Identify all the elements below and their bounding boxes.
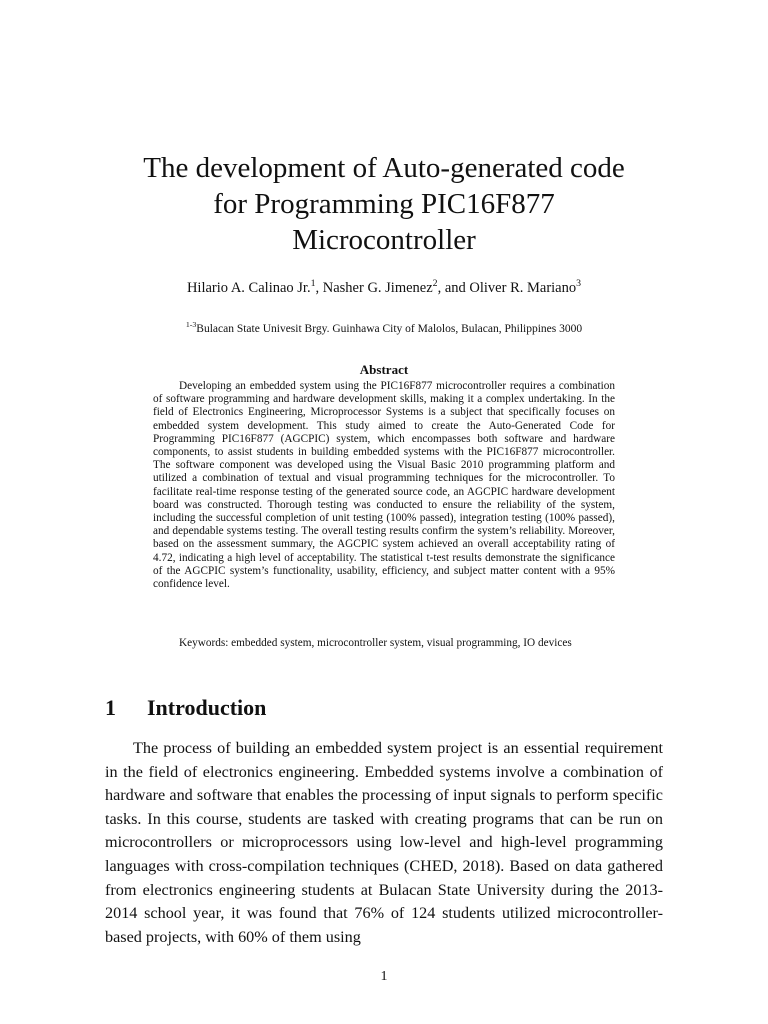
affiliation-mark: 1-3 xyxy=(185,320,197,330)
author-separator: , and xyxy=(437,280,470,296)
paper-title xyxy=(80,150,688,258)
author-separator: , xyxy=(315,280,323,296)
author-name: Oliver R. Mariano xyxy=(469,280,577,296)
author-list xyxy=(80,278,688,298)
title-line: Microcontroller xyxy=(292,224,476,256)
affiliation-text: Bulacan State Univesit Brgy. Guinhawa City of Malolos, Bulacan, Philippines 3000 xyxy=(196,323,583,335)
author-name: Nasher G. Jimenez xyxy=(322,280,433,296)
section-number: 1 xyxy=(105,695,116,720)
keywords-text: Keywords: embedded system, microcontroller system, visual programming, IO devices xyxy=(179,637,572,649)
page-number: 1 xyxy=(380,969,388,984)
author-affiliation-mark: 2 xyxy=(432,278,438,290)
author-name: Hilario A. Calinao Jr. xyxy=(186,280,311,296)
section-heading xyxy=(105,693,266,723)
section-title: Introduction xyxy=(147,695,267,720)
affiliation xyxy=(80,321,688,337)
author-affiliation-mark: 1 xyxy=(310,278,316,290)
abstract-heading: Abstract xyxy=(359,362,409,377)
title-line: for Programming PIC16F877 xyxy=(213,188,555,220)
author-affiliation-mark: 3 xyxy=(576,278,582,290)
section-body-text: The process of building an embedded system project is an essential requirement in the field of electronics engineering. Embedded systems involve a combination of hardware and software that enables the processing of input signals to perform specific tasks. In this course, students are tasked with creating programs that can be run on microcontrollers or microprocessors using low-level and high-level programming languages with cross-compilation techniques (CHED, 2018). Based on data gathered from electronics engineering students at Bulacan State University during the 2013-2014 school year, it was found that 76% of 124 students utilized microcontroller-based projects, with 60% of them using xyxy=(105,739,663,946)
abstract-text: Developing an embedded system using the PIC16F877 microcontroller requires a combination of software programming and hardware development skills, making it a complex undertaking. In the field of Electronics Engineering, Microprocessor Systems is a subject that specifically focuses on embedded system development. This study aimed to create the Auto-Generated Code for Programming PIC16F877 (AGCPIC) system, which encompasses both software and hardware components, to assist students in building embedded systems with the PIC16F877 microcontroller. The software component was developed using the Visual Basic 2010 programming platform and utilized a combination of textual and visual programming techniques for the microcontroller. To facilitate real-time response testing of the generated source code, an AGCPIC hardware development board was constructed. Thorough testing was conducted to ensure the reliability of the system, including the successful completion of unit testing (100% passed), integration testing (100% passed), and dependable systems testing. The overall testing results confirm the system’s reliability. Moreover, based on the assessment summary, the AGCPIC system achieved an overall acceptability rating of 4.72, indicating a high level of acceptability. The statistical t-test results demonstrate the significance of the AGCPIC system’s functionality, usability, efficiency, and subject matter content with a 95% confidence level. xyxy=(153,380,615,591)
title-line: The development of Auto-generated code xyxy=(143,152,625,184)
